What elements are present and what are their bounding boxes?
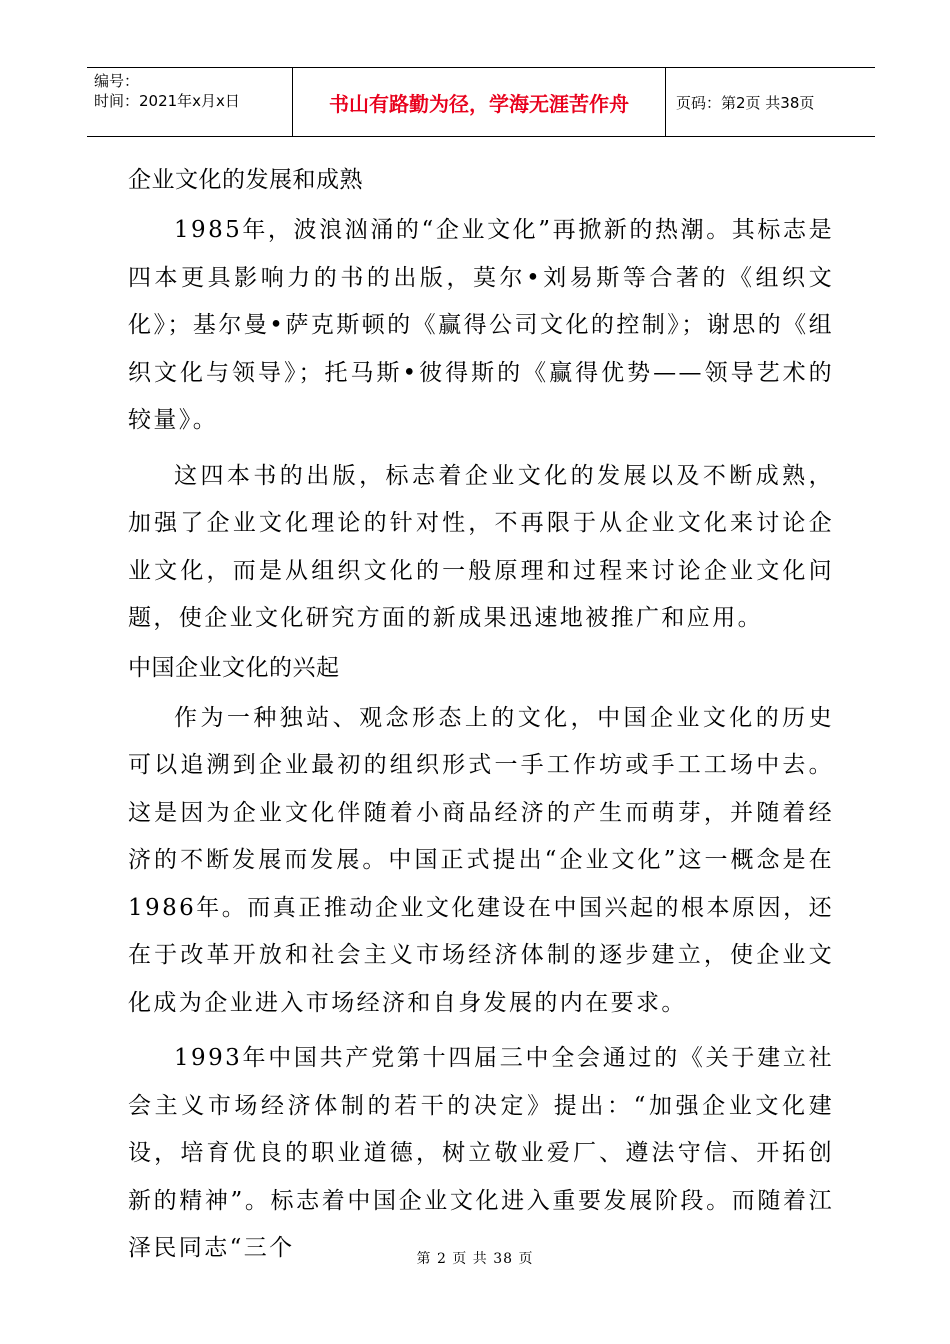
header-page-number: 页码：第2页 共38页 xyxy=(666,68,876,137)
document-header xyxy=(87,67,875,137)
section-china-rise xyxy=(128,653,834,1273)
page-footer: 第 2 页 共 38 页 xyxy=(416,1251,534,1267)
section-development xyxy=(128,165,834,643)
paragraph: 这四本书的出版，标志着企业文化的发展以及不断成熟，加强了企业文化理论的针对性，不再限于从企业文化来讨论企业文化，而是从组织文化的一般原理和过程来讨论企业文化问题，使企业文化研究方面的新成果迅速地被推广和应用。 xyxy=(128,462,834,631)
paragraph: 1993年中国共产党第十四届三中全会通过的《关于建立社会主义市场经济体制的若干的决定》提出：“加强企业文化建设，培育优良的职业道德，树立敬业爱厂、遵法守信、开拓创新的精神”。标志着中国企业文化进入重要发展阶段。而随着江泽民同志“三个 xyxy=(128,1045,834,1261)
paragraph: 1985年，波浪汹涌的“企业文化”再掀新的热潮。其标志是四本更具影响力的书的出版，莫尔•刘易斯等合著的《组织文化》；基尔曼•萨克斯顿的《赢得公司文化的控制》；谢思的《组织文化与领导》；托马斯•彼得斯的《赢得优势——领导艺术的较量》。 xyxy=(128,217,834,433)
document-number: 编号： xyxy=(94,72,140,90)
document-time: 时间：2021年x月x日 xyxy=(94,92,240,110)
header-meta xyxy=(87,68,293,137)
header-motto: 书山有路勤为径，学海无涯苦作舟 xyxy=(293,68,666,137)
section-heading: 企业文化的发展和成熟 xyxy=(128,167,363,193)
paragraph: 作为一种独站、观念形态上的文化，中国企业文化的历史可以追溯到企业最初的组织形式一手工作坊或手工工场中去。这是因为企业文化伴随着小商品经济的产生而萌芽，并随着经济的不断发展而发展。中国正式提出“企业文化”这一概念是在1986年。而真正推动企业文化建设在中国兴起的根本原因，还在于改革开放和社会主义市场经济体制的逐步建立，使企业文化成为企业进入市场经济和自身发展的内在要求。 xyxy=(128,704,834,1016)
section-heading: 中国企业文化的兴起 xyxy=(128,654,340,681)
document-body xyxy=(128,165,834,1273)
